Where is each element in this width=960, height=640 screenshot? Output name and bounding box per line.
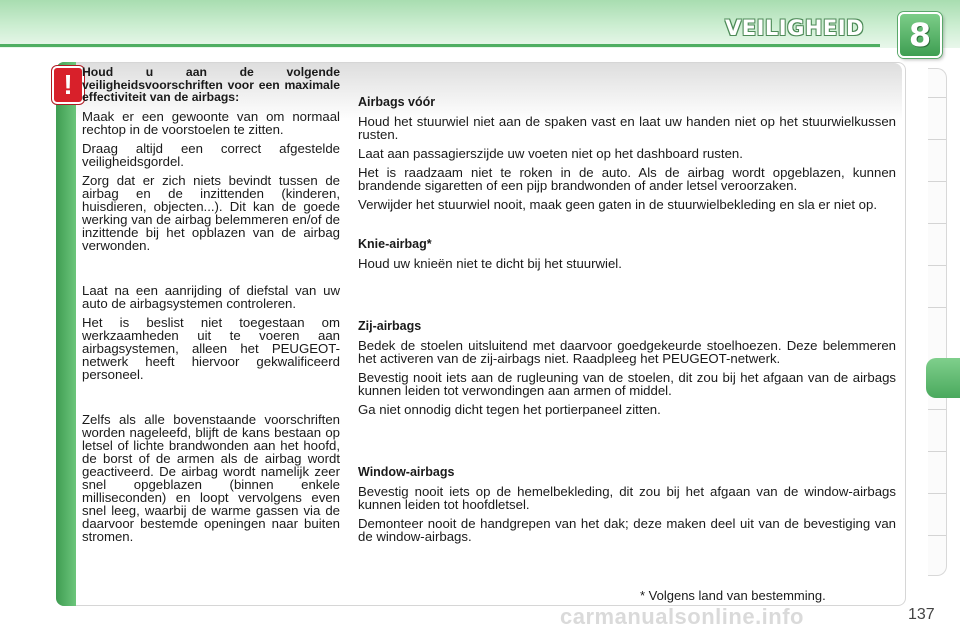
right-paragraph: Houd uw knieën niet te dicht bij het stuurwiel. <box>358 256 622 271</box>
right-column <box>358 96 896 549</box>
warning-icon: ! <box>52 66 84 104</box>
right-paragraph: Bevestig nooit iets aan de rugleuning van de stoelen, dit zou bij het afgaan van de airbags kunnen leiden tot verwondingen aan armen of middel. <box>358 370 896 398</box>
side-tab-divider <box>928 535 946 536</box>
section-heading-front-airbags: Airbags vóór <box>358 95 436 109</box>
side-tab-active-chapter <box>926 358 960 398</box>
left-paragraph: Het is beslist niet toegestaan om werkzaamheden uit te voeren aan airbagsystemen, alleen het PEUGEOT-netwerk heeft hiervoor gekwalificeerd personeel. <box>82 314 340 382</box>
left-paragraph: Zorg dat er zich niets bevindt tussen de airbag en de inzittenden (kinderen, huisdieren, objecten...). Dit kan de goede werking van de airbag belemmeren en/of de inzittende bij het opblazen van de airbag verwonden. <box>82 172 340 253</box>
side-tab-divider <box>928 307 946 308</box>
page-number: 137 <box>908 606 935 623</box>
right-paragraph: Demonteer nooit de handgrepen van het dak; deze maken deel uit van de bevestiging van de window-airbags. <box>358 516 896 544</box>
left-paragraph: Draag altijd een correct afgestelde veiligheidsgordel. <box>82 140 340 169</box>
chapter-number-badge: 8 <box>898 12 942 58</box>
right-paragraph: Bevestig nooit iets op de hemelbekleding, dit zou bij het afgaan van de window-airbags kunnen leiden tot hoofdletsel. <box>358 484 896 512</box>
right-paragraph: Verwijder het stuurwiel nooit, maak geen gaten in de stuurwielbekleding en sla er niet op. <box>358 197 878 212</box>
right-paragraph: Ga niet onnodig dicht tegen het portierpaneel zitten. <box>358 402 661 417</box>
side-tab-strip <box>928 68 947 576</box>
side-tab-divider <box>928 451 946 452</box>
section-heading-knee-airbag: Knie-airbag* <box>358 237 432 251</box>
right-paragraph: Houd het stuurwiel niet aan de spaken vast en laat uw handen niet op het stuurwielkussen rusten. <box>358 114 896 142</box>
section-heading-side-airbags: Zij-airbags <box>358 319 422 333</box>
right-paragraph: Het is raadzaam niet te roken in de auto. Als de airbag wordt opgeblazen, kunnen brandende sigaretten of een pijp brandwonden of ander letsel veroorzaken. <box>358 165 896 193</box>
content-panel-green-bar <box>56 62 76 606</box>
side-tab-divider <box>928 223 946 224</box>
side-tab-divider <box>928 493 946 494</box>
side-tab-divider <box>928 181 946 182</box>
side-tab-divider <box>928 97 946 98</box>
left-paragraph: Maak er een gewoonte van om normaal rechtop in de voorstoelen te zitten. <box>82 108 340 137</box>
left-paragraph: Laat na een aanrijding of diefstal van uw auto de airbagsystemen controleren. <box>82 282 340 311</box>
footnote: * Volgens land van bestemming. <box>640 588 826 603</box>
page-title: VEILIGHEID <box>724 16 864 40</box>
header-rule <box>0 44 880 47</box>
side-tab-divider <box>928 409 946 410</box>
right-paragraph: Laat aan passagierszijde uw voeten niet op het dashboard rusten. <box>358 146 743 161</box>
right-paragraph: Bedek de stoelen uitsluitend met daarvoor goedgekeurde stoelhoezen. Deze belemmeren het activeren van de zij-airbags niet. Raadpleeg het PEUGEOT-netwerk. <box>358 338 896 366</box>
left-column-heading: Houd u aan de volgende veiligheidsvoorschriften voor een maximale effectiviteit van de airbags: <box>82 65 340 104</box>
watermark: carmanualsonline.info <box>560 604 804 629</box>
side-tab-divider <box>928 265 946 266</box>
left-paragraph: Zelfs als alle bovenstaande voorschriften worden nageleefd, blijft de kans bestaan op letsel of lichte brandwonden aan het hoofd, de borst of de armen als de airbag wordt geactiveerd. De airbag wordt namelijk zeer snel opgeblazen (binnen enkele milliseconden) en loopt vervolgens even snel leeg, waarbij de warme gassen via de daarvoor bestemde openingen naar buiten stromen. <box>82 411 340 544</box>
left-column <box>82 66 340 549</box>
section-heading-window-airbags: Window-airbags <box>358 465 455 479</box>
side-tab-divider <box>928 139 946 140</box>
